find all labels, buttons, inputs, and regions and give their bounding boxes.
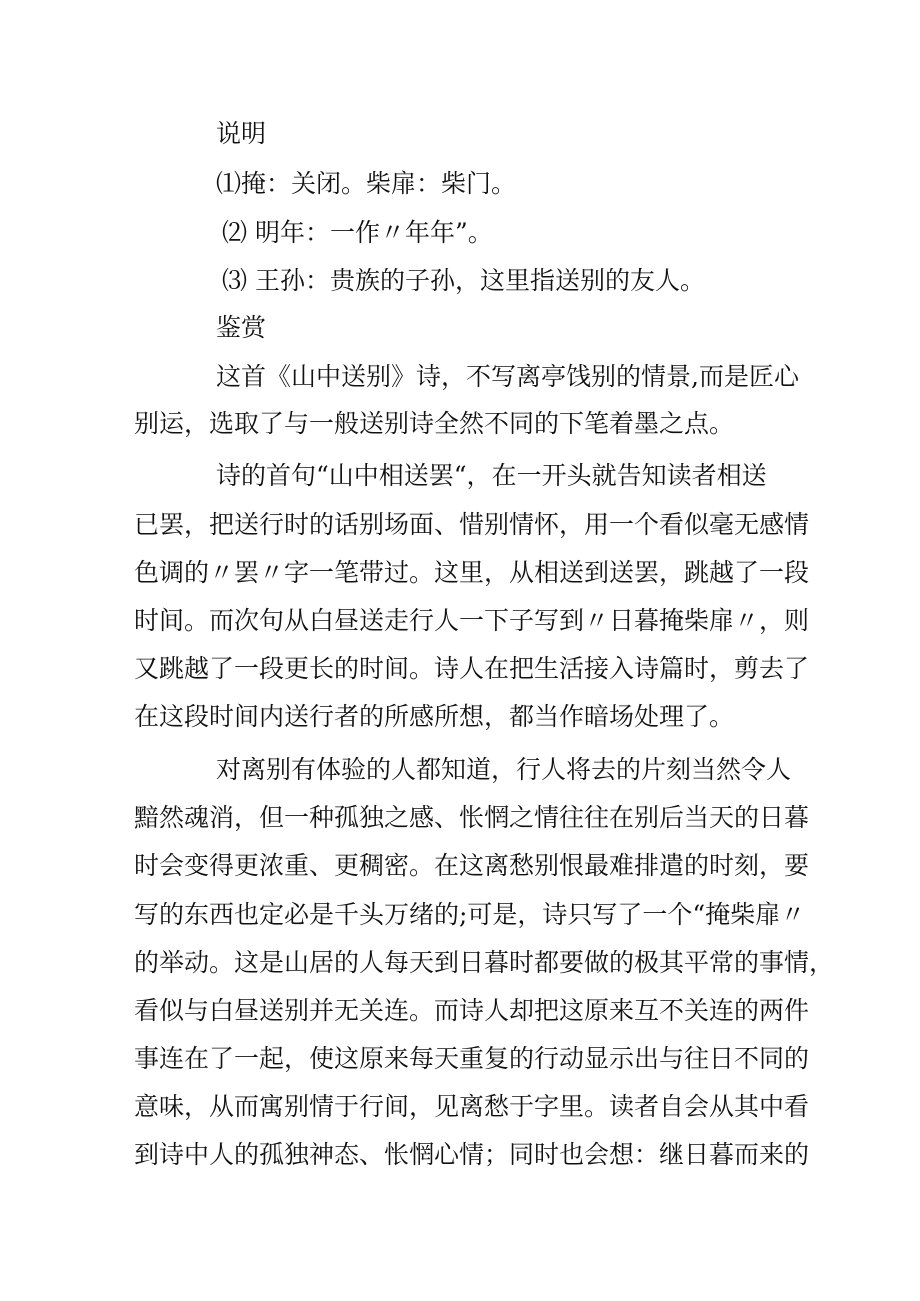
note-item-2: ⑵ 明年：一作〃年年”。 [222,218,493,247]
paragraph-1-line-2: 别运，选取了与一般送别诗全然不同的下笔着墨之点。 [134,409,735,438]
paragraph-3-line-9: 到诗中人的孤独神态、怅惘心情；同时也会想：继日暮而来的 [134,1140,810,1169]
paragraph-2-line-4: 时间。而次句从白昼送走行人一下子写到〃日暮掩柴扉〃，则 [134,606,810,635]
paragraph-3-line-2: 黯然魂消，但一种孤独之感、怅惘之情往往在别后当天的日暮 [134,803,810,832]
paragraph-3-line-4: 写的东西也定必是千头万绪的;可是，诗只写了一个“掩柴扉〃 [134,900,806,929]
notes-heading: 说明 [216,119,267,148]
paragraph-3-line-8: 意味，从而寓别情于行间，见离愁于字里。读者自会从其中看 [134,1092,810,1121]
paragraph-1-line-1: 这首《山中送别》诗，不写离亭饯别的情景,而是匠心 [216,362,799,391]
paragraph-3-line-7: 事连在了一起，使这原来每天重复的行动显示出与往日不同的 [134,1044,810,1073]
paragraph-3-line-6: 看似与白昼送别并无关连。而诗人却把这原来互不关连的两件 [134,996,810,1025]
paragraph-2-line-5: 又跳越了一段更长的时间。诗人在把生活接入诗篇时，剪去了 [134,654,810,683]
appreciation-heading: 鉴赏 [216,313,267,342]
paragraph-2-line-1: 诗的首句“山中相送罢“，在一开头就告知读者相送 [216,461,767,490]
paragraph-2-line-3: 色调的〃罢〃字一笔带过。这里，从相送到送罢，跳越了一段 [134,558,810,587]
paragraph-3-line-3: 时会变得更浓重、更稠密。在这离愁别恨最难排遣的时刻，要 [134,851,810,880]
note-item-3: ⑶ 王孙：贵族的子孙，这里指送别的友人。 [222,266,705,295]
paragraph-2-line-2: 已罢，把送行时的话别场面、惜别情怀，用一个看似毫无感情 [134,510,810,539]
paragraph-2-line-6: 在这段时间内送行者的所感所想，都当作暗场处理了。 [134,702,735,731]
paragraph-3-line-5: 的举动。这是山居的人每天到日暮时都要做的极其平常的事情， [134,948,835,977]
paragraph-3-line-1: 对离别有体验的人都知道，行人将去的片刻当然令人 [216,755,792,784]
note-item-1: ⑴掩：关闭。柴扉：柴门。 [216,169,517,198]
